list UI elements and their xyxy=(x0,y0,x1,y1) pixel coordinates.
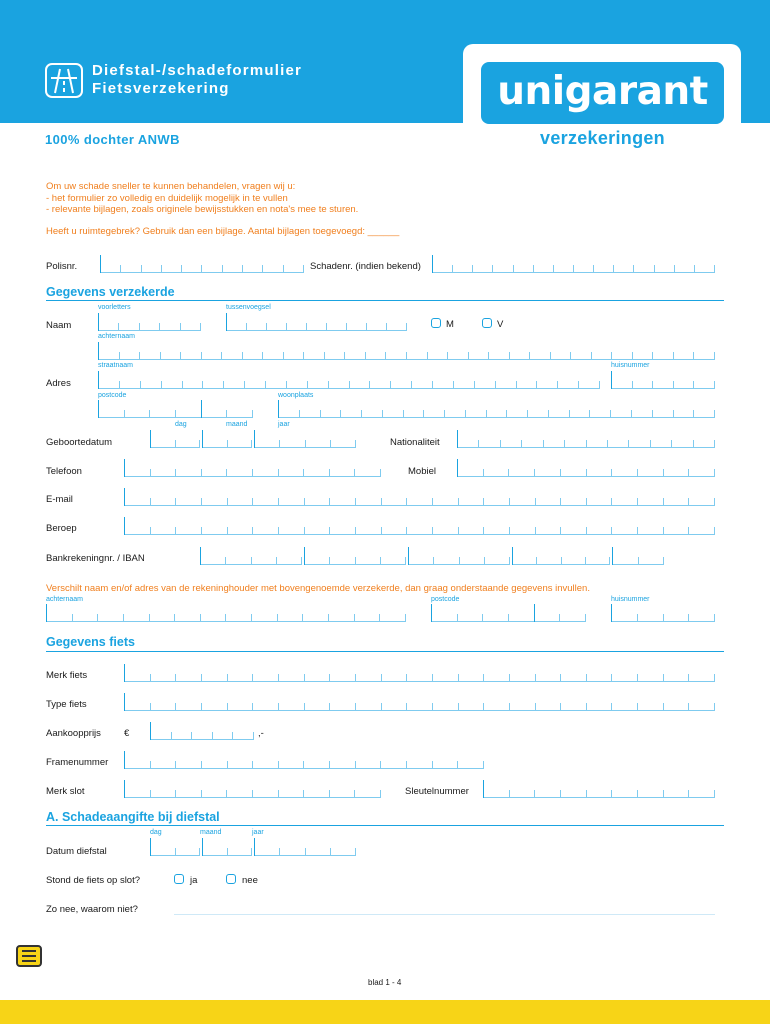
sleutelnummer-field[interactable] xyxy=(483,780,715,798)
achternaam-field[interactable] xyxy=(98,342,715,360)
iban-field-1[interactable] xyxy=(200,547,302,565)
geboortedatum-label: Geboortedatum xyxy=(46,437,113,448)
unigarant-logo: unigarant xyxy=(481,62,724,124)
gender-m-label: M xyxy=(446,319,454,330)
type-fiets-label: Type fiets xyxy=(46,699,87,710)
iban-field-3[interactable] xyxy=(408,547,510,565)
diefstal-dag-hint: dag xyxy=(150,829,162,836)
intro-line-1: Om uw schade sneller te kunnen behandelen, vragen wij u: xyxy=(46,181,296,192)
section-verzekerde: Gegevens verzekerde xyxy=(46,285,175,299)
sleutelnummer-label: Sleutelnummer xyxy=(405,786,469,797)
page-number: blad 1 - 4 xyxy=(368,978,402,987)
voorletters-field[interactable] xyxy=(98,313,201,331)
diefstal-jaar-hint: jaar xyxy=(252,829,264,836)
geboorte-jaar-field[interactable] xyxy=(254,430,356,448)
cents-label: ,- xyxy=(258,728,264,739)
schadenr-field[interactable] xyxy=(432,255,715,273)
dag-hint: dag xyxy=(175,421,187,428)
postcode-hint: postcode xyxy=(98,392,127,399)
anwb-tagline: 100% dochter ANWB xyxy=(45,132,180,147)
iban-field-2[interactable] xyxy=(304,547,406,565)
aankoopprijs-label: Aankoopprijs xyxy=(46,728,101,739)
schadenr-label: Schadenr. (indien bekend) xyxy=(310,261,421,272)
rh-achternaam-hint: achternaam xyxy=(46,596,83,603)
beroep-label: Beroep xyxy=(46,523,77,534)
email-label: E-mail xyxy=(46,494,73,505)
tussenvoegsel-hint: tussenvoegsel xyxy=(226,304,271,311)
merk-slot-label: Merk slot xyxy=(46,786,85,797)
section-fiets: Gegevens fiets xyxy=(46,635,135,649)
telefoon-label: Telefoon xyxy=(46,466,82,477)
gender-m-checkbox[interactable] xyxy=(431,318,441,328)
merk-slot-field[interactable] xyxy=(124,780,381,798)
gender-v-label: V xyxy=(497,319,504,330)
rh-postcode-field[interactable] xyxy=(431,604,586,622)
diefstal-dag-field[interactable] xyxy=(150,838,200,856)
section-divider xyxy=(46,825,724,826)
aankoopprijs-field[interactable] xyxy=(150,722,254,740)
form-title: Diefstal-/schadeformulier xyxy=(92,62,303,79)
section-divider xyxy=(46,651,724,652)
iban-label: Bankrekeningnr. / IBAN xyxy=(46,553,145,564)
rh-huisnummer-hint: huisnummer xyxy=(611,596,650,603)
polisnr-field[interactable] xyxy=(100,255,304,273)
framenummer-field[interactable] xyxy=(124,751,484,769)
framenummer-label: Framenummer xyxy=(46,757,109,768)
postcode-field[interactable] xyxy=(98,400,253,418)
maand-hint: maand xyxy=(226,421,248,428)
op-slot-ja-label: ja xyxy=(190,875,198,886)
geboorte-dag-field[interactable] xyxy=(150,430,200,448)
adres-label: Adres xyxy=(46,378,71,389)
logo-subtitle: verzekeringen xyxy=(540,128,665,148)
bicycle-road-icon xyxy=(45,63,83,98)
geboorte-maand-field[interactable] xyxy=(202,430,252,448)
iban-field-4[interactable] xyxy=(512,547,610,565)
rh-postcode-hint: postcode xyxy=(431,596,460,603)
merk-fiets-field[interactable] xyxy=(124,664,715,682)
straatnaam-hint: straatnaam xyxy=(98,362,134,369)
section-divider xyxy=(46,300,724,301)
woonplaats-field[interactable] xyxy=(278,400,715,418)
diefstal-maand-hint: maand xyxy=(200,829,222,836)
woonplaats-hint: woonplaats xyxy=(278,392,314,399)
rekeninghouder-note: Verschilt naam en/of adres van de rekeninghouder met bovengenoemde verzekerde, dan graag onderstaande gegevens invullen. xyxy=(46,583,590,594)
beroep-field[interactable] xyxy=(124,517,715,535)
intro-line-3: - relevante bijlagen, zoals originele bewijsstukken en nota's mee te sturen. xyxy=(46,204,359,215)
type-fiets-field[interactable] xyxy=(124,693,715,711)
zo-nee-question: Zo nee, waarom niet? xyxy=(46,904,138,915)
gender-v-checkbox[interactable] xyxy=(482,318,492,328)
nationaliteit-field[interactable] xyxy=(457,430,715,448)
intro-attachments: Heeft u ruimtegebrek? Gebruik dan een bijlage. Aantal bijlagen toegevoegd: ______ xyxy=(46,226,400,237)
op-slot-question: Stond de fiets op slot? xyxy=(46,875,141,886)
op-slot-nee-label: nee xyxy=(242,875,258,886)
chat-icon[interactable] xyxy=(16,945,42,967)
nationaliteit-label: Nationaliteit xyxy=(390,437,440,448)
rh-huisnummer-field[interactable] xyxy=(611,604,715,622)
op-slot-nee-checkbox[interactable] xyxy=(226,874,236,884)
diefstal-maand-field[interactable] xyxy=(202,838,252,856)
polisnr-label: Polisnr. xyxy=(46,261,78,272)
merk-fiets-label: Merk fiets xyxy=(46,670,88,681)
achternaam-hint: achternaam xyxy=(98,333,135,340)
tussenvoegsel-field[interactable] xyxy=(226,313,407,331)
mobiel-field[interactable] xyxy=(457,459,715,477)
jaar-hint: jaar xyxy=(278,421,290,428)
diefstal-jaar-field[interactable] xyxy=(254,838,356,856)
op-slot-ja-checkbox[interactable] xyxy=(174,874,184,884)
datum-diefstal-label: Datum diefstal xyxy=(46,846,107,857)
naam-label: Naam xyxy=(46,320,72,331)
huisnummer-field[interactable] xyxy=(611,371,715,389)
mobiel-label: Mobiel xyxy=(408,466,436,477)
straatnaam-field[interactable] xyxy=(98,371,600,389)
intro-line-2: - het formulier zo volledig en duidelijk mogelijk in te vullen xyxy=(46,193,288,204)
iban-field-5[interactable] xyxy=(612,547,664,565)
rh-achternaam-field[interactable] xyxy=(46,604,406,622)
form-subtitle: Fietsverzekering xyxy=(92,80,230,97)
telefoon-field[interactable] xyxy=(124,459,381,477)
section-diefstal: A. Schadeaangifte bij diefstal xyxy=(46,810,220,824)
email-field[interactable] xyxy=(124,488,715,506)
zo-nee-answer-line[interactable] xyxy=(174,914,715,915)
huisnummer-hint: huisnummer xyxy=(611,362,650,369)
footer-band xyxy=(0,1000,770,1024)
euro-sign: € xyxy=(124,728,130,739)
voorletters-hint: voorletters xyxy=(98,304,131,311)
